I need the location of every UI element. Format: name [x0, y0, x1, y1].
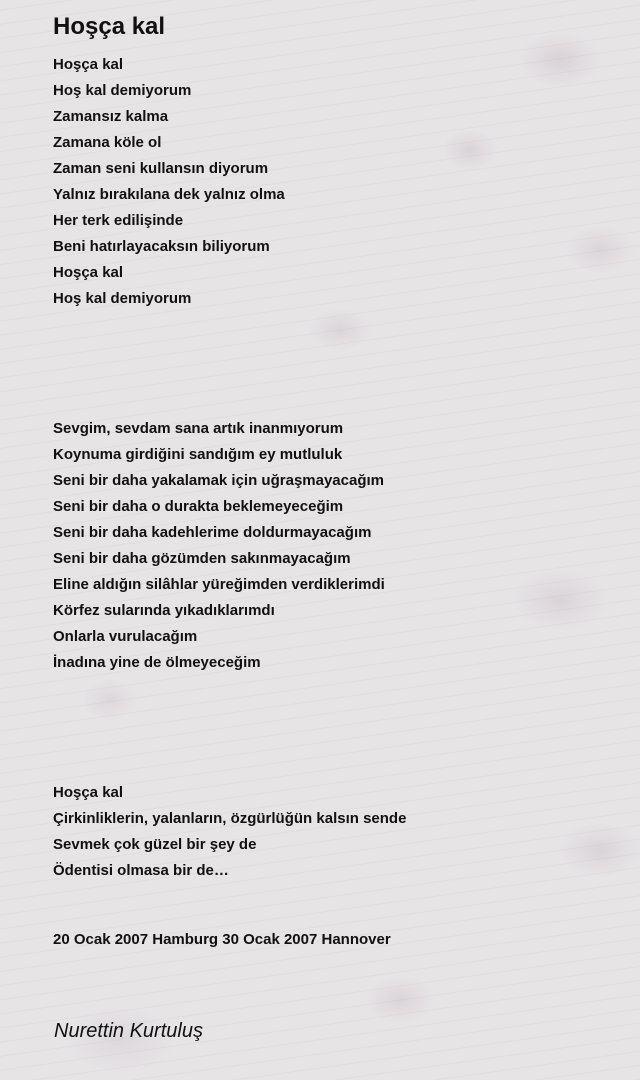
- stanza-3: [53, 780, 623, 884]
- author-name: Nurettin Kurtuluş: [54, 1020, 203, 1042]
- poem-body: [53, 52, 623, 988]
- poem-line: Körfez sularında yıkadıklarımdı: [53, 602, 275, 619]
- stanza-2: [53, 416, 623, 676]
- poem-line: Seni bir daha gözümden sakınmayacağım: [53, 550, 351, 567]
- poem-line: Hoşça kal: [53, 56, 124, 73]
- poem-line: Zamana köle ol: [53, 134, 162, 151]
- poem-line: Çirkinliklerin, yalanların, özgürlüğün kalsın sende: [53, 810, 407, 827]
- poem-line: Her terk edilişinde: [53, 212, 184, 229]
- poem-title: Hoşça kal: [53, 13, 166, 40]
- poem-line: İnadına yine de ölmeyeceğim: [53, 654, 261, 671]
- poem-line: Hoşça kal: [53, 264, 124, 281]
- poem-line: Hoş kal demiyorum: [53, 290, 192, 307]
- poem-line: Seni bir daha yakalamak için uğraşmayacağım: [53, 472, 384, 489]
- poem-line: Eline aldığın silâhlar yüreğimden verdiklerimdi: [53, 576, 385, 593]
- poem-line: Yalnız bırakılana dek yalnız olma: [53, 186, 285, 203]
- poem-line: Zaman seni kullansın diyorum: [53, 160, 269, 177]
- poem-line: Hoş kal demiyorum: [53, 82, 192, 99]
- poem-line: Seni bir daha kadehlerime doldurmayacağım: [53, 524, 372, 541]
- poem-date: 20 Ocak 2007 Hamburg 30 Ocak 2007 Hannover: [53, 931, 391, 948]
- poem-line: Seni bir daha o durakta beklemeyeceğim: [53, 498, 344, 515]
- poem-line: Zamansız kalma: [53, 108, 169, 125]
- poem-line: Koynuma girdiğini sandığım ey mutluluk: [53, 446, 343, 463]
- stanza-1: [53, 52, 623, 312]
- poem-line: Ödentisi olmasa bir de…: [53, 862, 229, 879]
- poem-line: Sevgim, sevdam sana artık inanmıyorum: [53, 420, 344, 437]
- poem-line: Onlarla vurulacağım: [53, 628, 198, 645]
- poem-line: Beni hatırlayacaksın biliyorum: [53, 238, 270, 255]
- poem-line: Hoşça kal: [53, 784, 124, 801]
- poem-line: Sevmek çok güzel bir şey de: [53, 836, 257, 853]
